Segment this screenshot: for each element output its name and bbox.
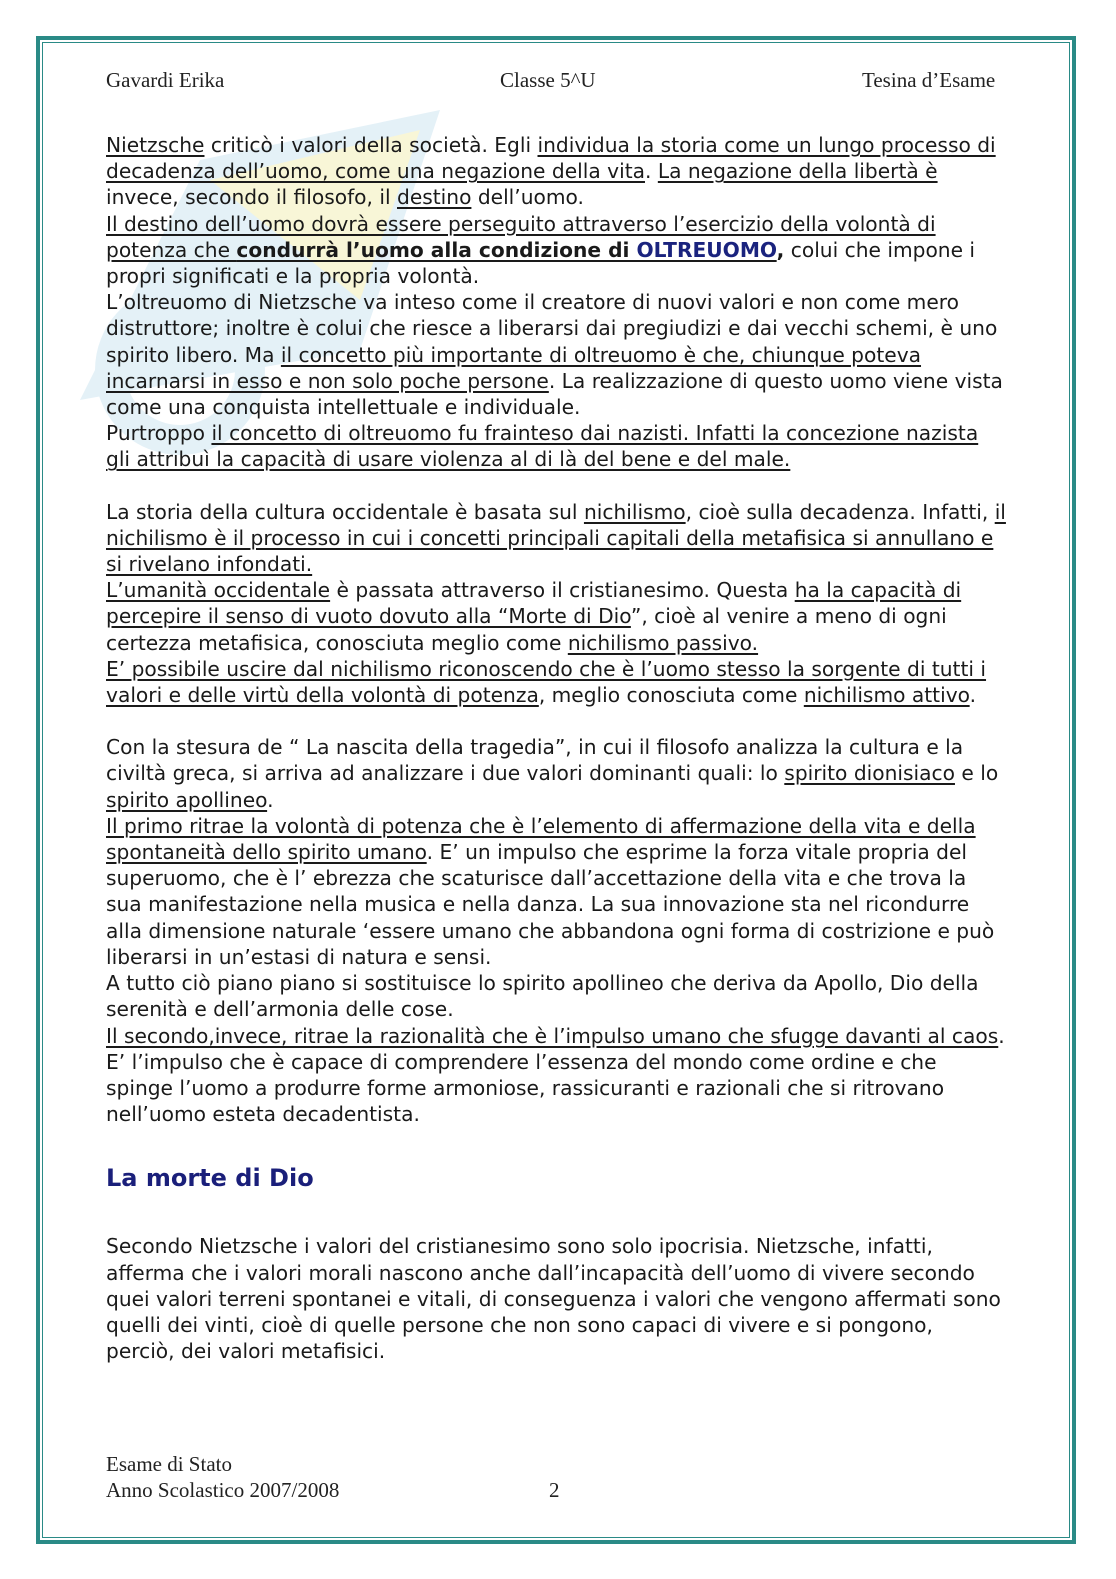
text-span: Con la stesura de “ La nascita della tragedia”, in cui il filosofo analizza la cultura e la civiltà greca, si arriva ad analizzare i due valori dominanti quali: lo bbox=[106, 735, 964, 786]
underline-span: nichilismo passivo. bbox=[567, 630, 759, 655]
text-span: . E’ un impulso che esprime la forza vitale propria del superuomo, che è l’ ebrezza che scaturisce dall’accettazione della vita e che trova la sua manifestazione nella musica e nella danza. La sua innovazione sta nel ricondurre alla dimensione naturale ‘essere umano che abbandona ogni forma di costrizione e può liberarsi in un’estasi di natura e sensi. bbox=[106, 840, 995, 969]
header-class: Classe 5^U bbox=[500, 68, 596, 92]
text-span: L’oltreuomo di Nietzsche va inteso come il creatore di nuovi valori e non come mero distruttore; inoltre è colui che riesce a liberarsi dai pregiudizi e dai vecchi schemi, è uno spirito libero. Ma bbox=[106, 290, 998, 367]
underline-span: nichilismo bbox=[583, 499, 686, 524]
text-span: colui che impone i propri significati e la propria volontà. bbox=[106, 237, 976, 289]
oltreuomo-term: OLTREUOMO bbox=[636, 237, 777, 262]
underline-span: spirito apollineo bbox=[106, 787, 268, 812]
footer-year: Anno Scolastico 2007/2008 bbox=[106, 1478, 340, 1502]
paragraph-oltreuomo bbox=[106, 132, 1006, 473]
text-span: . La realizzazione di questo uomo viene vista come una conquista intellettuale e individuale. bbox=[106, 368, 1003, 420]
underline-span: individua la storia come un lungo processo di decadenza dell’uomo, come una negazione della vita bbox=[106, 133, 996, 184]
paragraph-nichilismo bbox=[106, 499, 1006, 709]
text-span: . bbox=[644, 159, 658, 184]
underline-span: spirito dionisiaco bbox=[784, 761, 955, 786]
document-body bbox=[106, 132, 1006, 1364]
paragraph-morte-di-dio: Secondo Nietzsche i valori del cristianesimo sono solo ipocrisia. Nietzsche, infatti, afferma che i valori morali nascono anche dall’incapacità dell’uomo di vivere secondo quei valori terreni spontanei e vitali, di conseguenza i valori che vengono affermati sono quelli dei vinti, cioè di quelle persone che non sono capaci di vivere e si pongono, perciò, dei valori metafisici. bbox=[106, 1234, 1001, 1364]
text-span: La storia della cultura occidentale è basata sul bbox=[106, 499, 584, 524]
text-span: invece, secondo il filosofo, il bbox=[106, 185, 397, 210]
text-span: criticò i valori della società. Egli bbox=[204, 133, 538, 157]
underline-span: Il secondo,invece, ritrae la razionalità che è l’impulso umano che sfugge davanti al caos bbox=[106, 1023, 999, 1048]
underline-span: Nietzsche bbox=[106, 133, 205, 157]
footer-exam: Esame di Stato bbox=[106, 1452, 232, 1476]
underline-span: il nichilismo è il processo in cui i concetti principali capitali della metafisica si annullano e si rivelano infondati. bbox=[106, 499, 1006, 577]
section-heading: La morte di Dio bbox=[106, 1164, 314, 1193]
text-span: A tutto ciò piano piano si sostituisce lo spirito apollineo che deriva da Apollo, Dio della serenità e dell’armonia delle cose. bbox=[106, 971, 979, 1022]
underline-span: nichilismo attivo bbox=[803, 683, 970, 708]
text-span: . E’ l’impulso che è capace di comprendere l’essenza del mondo come ordine e che spinge l’uomo a produrre forme armoniose, rassicuranti e razionali che si ritrovano nell’uomo esteta decadentista. bbox=[106, 1023, 1005, 1127]
underline-span: L’umanità occidentale bbox=[106, 578, 331, 603]
text-span: è passata attraverso il cristianesimo. Questa bbox=[330, 578, 795, 603]
bold-span: condurrà l’uomo alla condizione di bbox=[236, 237, 637, 262]
bold-span: , bbox=[776, 237, 785, 262]
underline-span: La negazione della libertà è bbox=[657, 159, 938, 184]
text-span: . bbox=[267, 787, 274, 812]
header-doc-type: Tesina d’Esame bbox=[862, 68, 996, 92]
underline-span: il concetto di oltreuomo fu frainteso dai nazisti. Infatti la concezione nazista gli attribuì la capacità di usare violenza al di là del bene e del male. bbox=[106, 421, 979, 472]
text-span: Purtroppo bbox=[106, 421, 212, 446]
page-number: 2 bbox=[549, 1478, 560, 1502]
header-author: Gavardi Erika bbox=[106, 68, 225, 92]
underline-span: il concetto più importante di oltreuomo è che, chiunque poteva incarnarsi in esso e non solo poche persone bbox=[106, 342, 922, 393]
underline-span: ha la capacità di percepire il senso di vuoto dovuto alla “Morte di Dio bbox=[106, 578, 962, 629]
text-span: e lo bbox=[954, 761, 999, 786]
paragraph-tragedia bbox=[106, 734, 1006, 1127]
text-span: dell’uomo. bbox=[471, 185, 584, 210]
text-span: , meglio conosciuta come bbox=[538, 683, 804, 708]
underline-span: destino bbox=[397, 185, 472, 210]
underline-span: E’ possibile uscire dal nichilismo riconoscendo che è l’uomo stesso la sorgente di tutti i valori e delle virtù della volontà di potenza bbox=[106, 656, 987, 708]
underline-span: Il destino dell’uomo dovrà essere perseguito attraverso l’esercizio della volontà di potenza che bbox=[106, 211, 936, 262]
underline-span: Il primo ritrae la volontà di potenza che è l’elemento di affermazione della vita e della spontaneità dello spirito umano bbox=[106, 813, 976, 865]
text-span: ”, cioè al venire a meno di ogni certezza metafisica, conosciuta meglio come bbox=[106, 604, 947, 655]
text-span: , cioè sulla decadenza. Infatti, bbox=[685, 499, 995, 524]
text-span: . bbox=[969, 683, 977, 708]
